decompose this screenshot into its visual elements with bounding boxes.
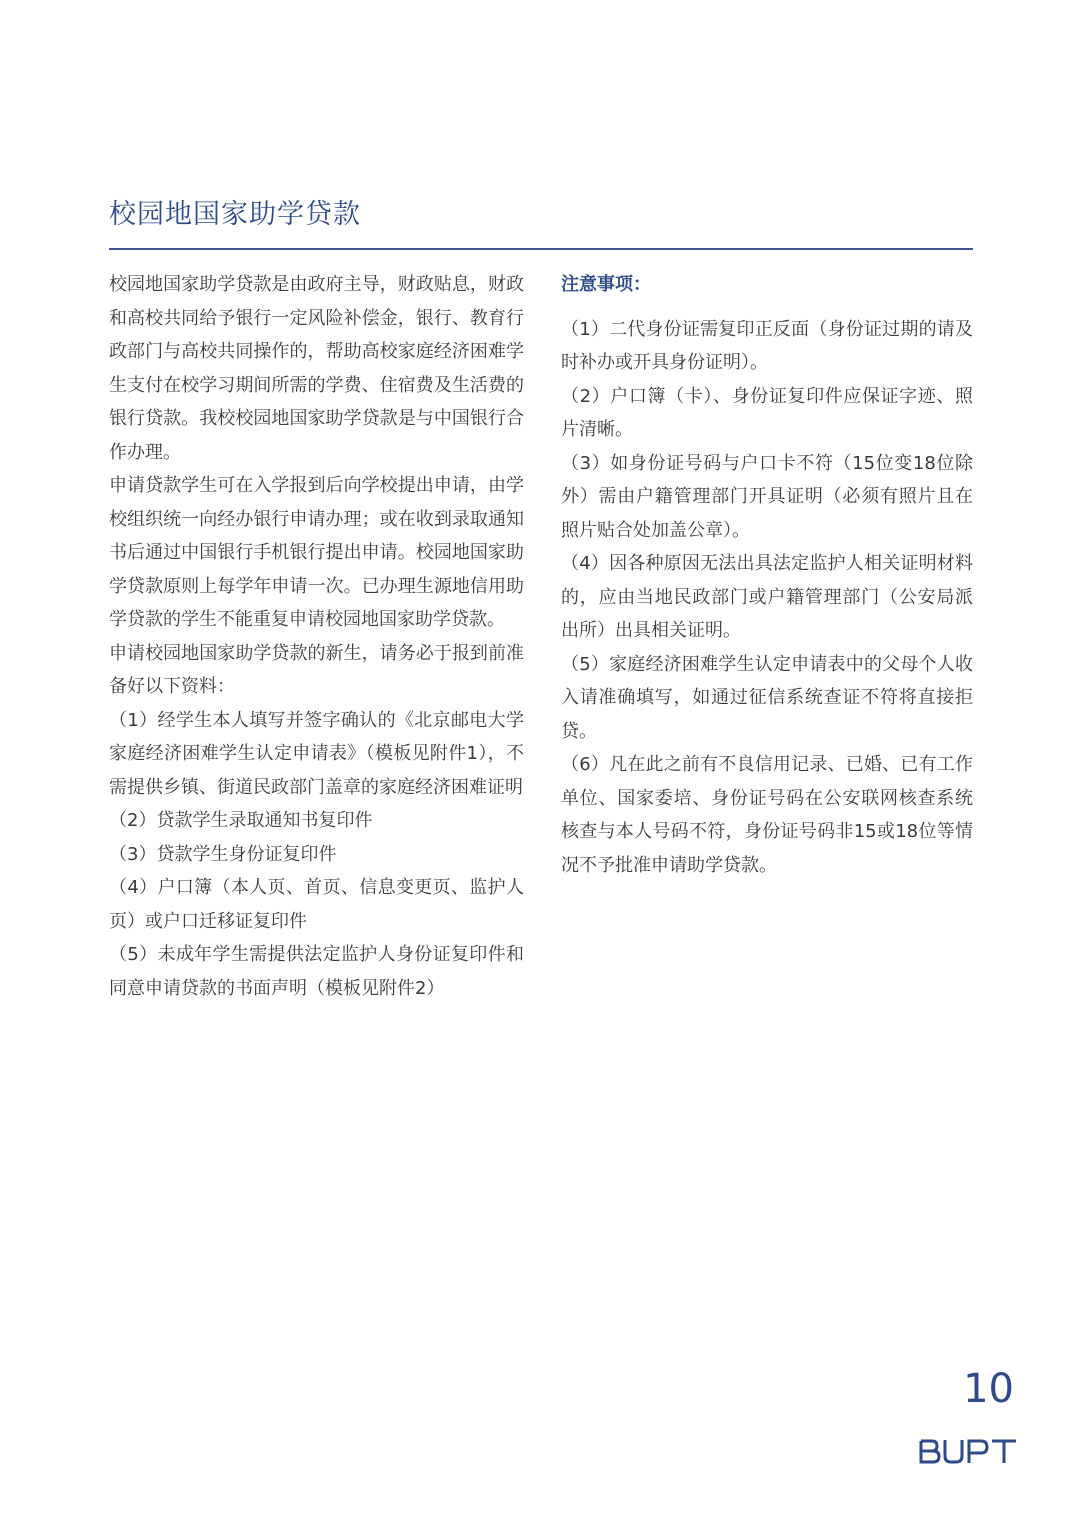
application-paragraph: 申请贷款学生可在入学报到后向学校提出申请，由学校组织统一向经办银行申请办理；或在收到录取通知书后通过中国银行手机银行提出申请。校园地国家助学贷款原则上每学年申请一次。已办理生源地信用助学贷款的学生不能重复申请校园地国家助学贷款。: [109, 475, 524, 630]
left-column: [109, 268, 524, 1005]
notes-column: [561, 268, 973, 882]
materials-item: （1）经学生本人填写并签字确认的《北京邮电大学家庭经济困难学生认定申请表》（模板见附件1），不需提供乡镇、街道民政部门盖章的家庭经济困难证明: [109, 709, 524, 798]
materials-item: （3）贷款学生身份证复印件: [109, 843, 337, 865]
notes-item: （3）如身份证号码与户口卡不符（15位变18位除外）需由户籍管理部门开具证明（必须有照片且在照片贴合处加盖公章）。: [561, 452, 973, 541]
materials-item: （4）户口簿（本人页、首页、信息变更页、监护人页）或户口迁移证复印件: [109, 877, 524, 932]
bupt-logo: [918, 1437, 1018, 1465]
notes-item: （6）凡在此之前有不良信用记录、已婚、已有工作单位、国家委培、身份证号码在公安联网核查系统核查与本人号码不符，身份证号码非15或18位等情况不予批准申请助学贷款。: [561, 754, 973, 876]
notes-item: （4）因各种原因无法出具法定监护人相关证明材料的，应由当地民政部门或户籍管理部门（公安局派出所）出具相关证明。: [561, 553, 973, 641]
materials-intro: 申请校园地国家助学贷款的新生，请务必于报到前准备好以下资料：: [109, 642, 524, 697]
notes-item: （2）户口簿（卡）、身份证复印件应保证字迹、照片清晰。: [561, 385, 973, 440]
notes-item: （1）二代身份证需复印正反面（身份证过期的请及时补办或开具身份证明）。: [561, 318, 973, 373]
page-title: 校园地国家助学贷款: [109, 199, 361, 230]
notes-heading: 注意事项：: [561, 274, 651, 295]
intro-paragraph: 校园地国家助学贷款是由政府主导，财政贴息，财政和高校共同给予银行一定风险补偿金，银行、教育行政部门与高校共同操作的，帮助高校家庭经济困难学生支付在校学习期间所需的学费、住宿费及生活费的银行贷款。我校校园地国家助学贷款是与中国银行合作办理。: [109, 274, 524, 463]
materials-item: （5）未成年学生需提供法定监护人身份证复印件和同意申请贷款的书面声明（模板见附件2）: [109, 944, 524, 999]
page-number: 10: [963, 1366, 1014, 1412]
title-divider: [109, 248, 973, 250]
notes-item: （5）家庭经济困难学生认定申请表中的父母个人收入请准确填写，如通过征信系统查证不符将直接拒贷。: [561, 653, 973, 742]
materials-item: （2）贷款学生录取通知书复印件: [109, 810, 373, 831]
